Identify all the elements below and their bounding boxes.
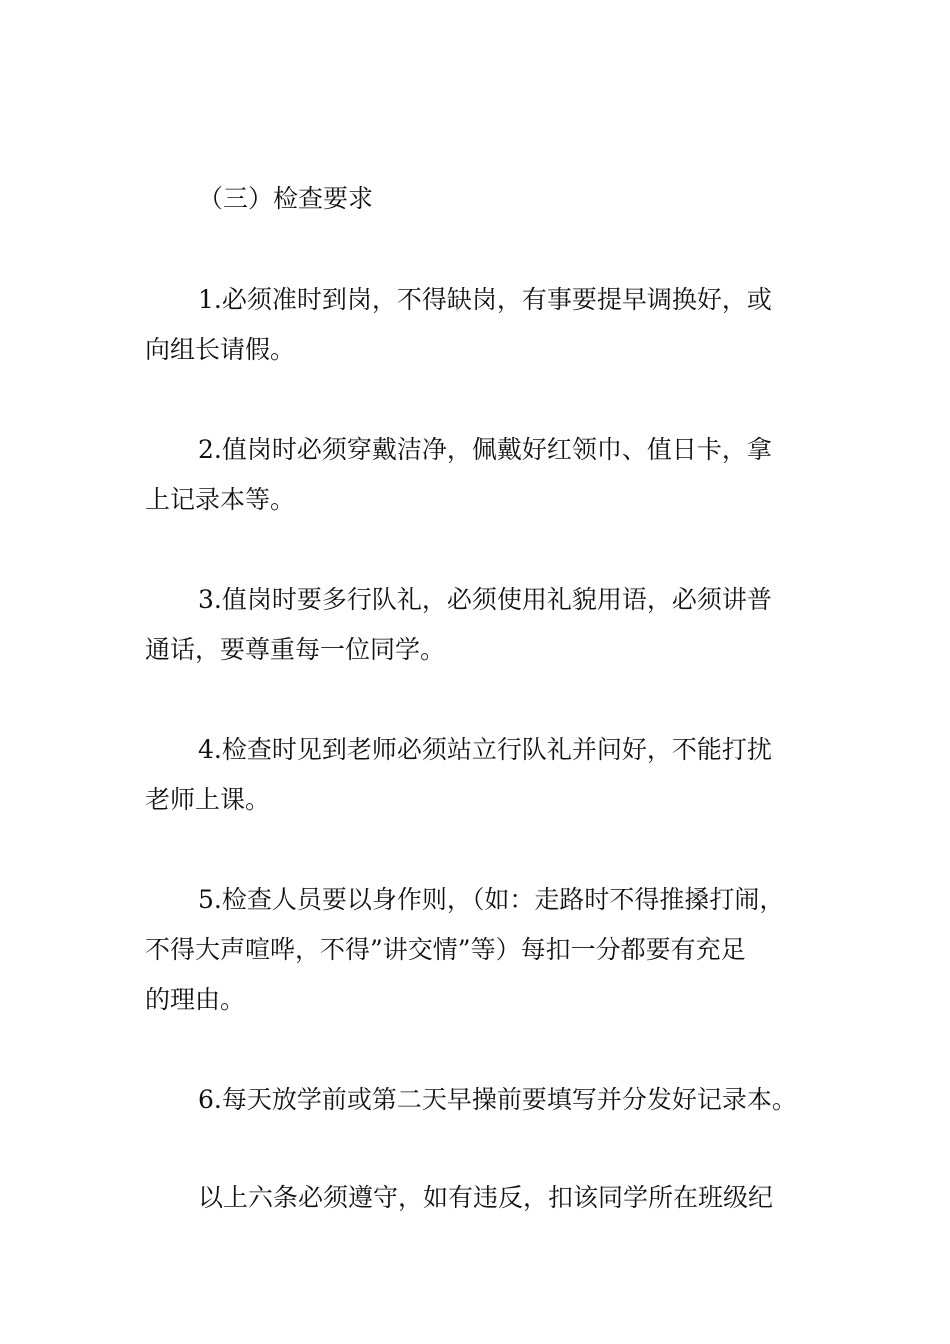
- item-5-line-2: 不得大声喧哗，不得”讲交情”等）每扣一分都要有充足: [145, 935, 746, 964]
- item-4-line-2: 老师上课。: [145, 785, 271, 814]
- item-4-line-1: 4.检查时见到老师必须站立行队礼并问好，不能打扰: [198, 735, 772, 764]
- item-6-line-1: 6.每天放学前或第二天早操前要填写并分发好记录本。: [198, 1085, 797, 1114]
- item-3-line-2: 通话，要尊重每一位同学。: [145, 635, 446, 664]
- item-5-line-3: 的理由。: [145, 985, 246, 1014]
- item-1-line-2: 向组长请假。: [145, 335, 296, 364]
- item-2-line-2: 上记录本等。: [145, 485, 296, 514]
- closing-line: 以上六条必须遵守，如有违反，扣该同学所在班级纪: [198, 1183, 774, 1212]
- item-1-line-1: 1.必须准时到岗，不得缺岗，有事要提早调换好，或: [198, 285, 772, 314]
- item-5-line-1: 5.检查人员要以身作则，（如：走路时不得推搡打闹，: [198, 885, 785, 914]
- item-2-line-1: 2.值岗时必须穿戴洁净，佩戴好红领巾、值日卡，拿: [198, 435, 772, 464]
- item-3-line-1: 3.值岗时要多行队礼，必须使用礼貌用语，必须讲普: [198, 585, 772, 614]
- section-heading: （三）检查要求: [198, 184, 374, 213]
